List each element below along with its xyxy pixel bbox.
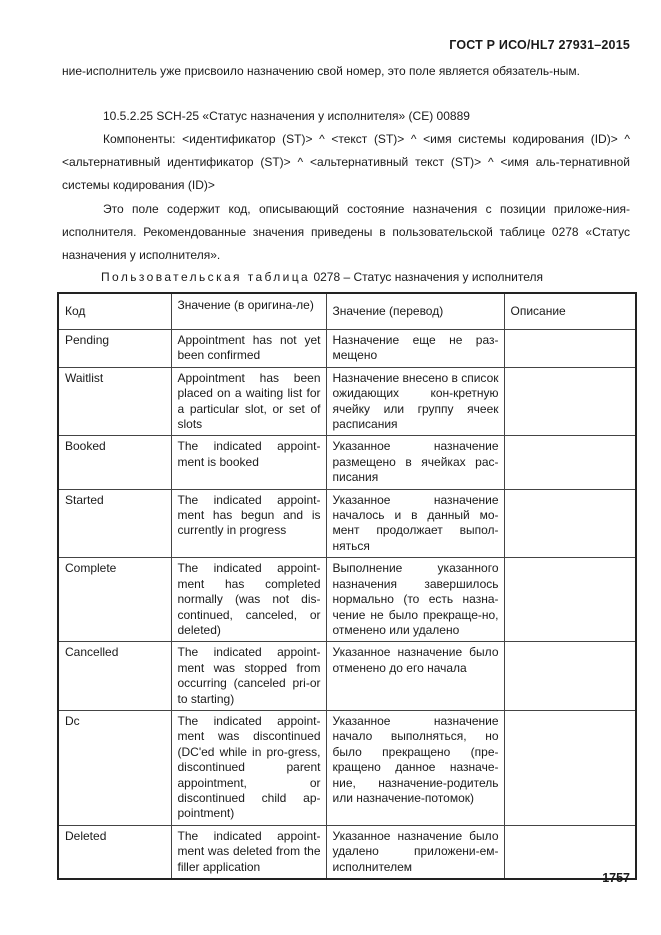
header-code: Код xyxy=(58,293,171,330)
table-row xyxy=(58,436,636,489)
header-translated-value: Значение (перевод) xyxy=(326,293,504,330)
table-caption-label: Пользовательская таблица xyxy=(101,270,311,284)
cell-original: The indicated appoint-ment was discontinued (DC'ed while in pro-gress, discontinued parent appointment, or discontinued child ap-pointment) xyxy=(171,710,326,825)
cell-code: Booked xyxy=(58,436,171,489)
table-row xyxy=(58,558,636,642)
cell-description xyxy=(504,558,636,642)
cell-original: Appointment has been placed on a waiting list for a particular slot, or set of slots xyxy=(171,367,326,436)
table-row xyxy=(58,710,636,825)
paragraph-components: Компоненты: <идентификатор (ST)> ^ <текст (ST)> ^ <имя системы кодирования (ID)> ^ <альтернативный идентификатор (ST)> ^ <альтернативный текст (ST)> ^ <имя аль-тернативной системы кодирования (ID)> xyxy=(62,132,630,192)
header-original-value: Значение (в оригина-ле) xyxy=(171,293,326,330)
table-row xyxy=(58,642,636,711)
cell-original: The indicated appoint-ment has begun and is currently in progress xyxy=(171,489,326,558)
page-number: 1757 xyxy=(602,871,630,885)
cell-description xyxy=(504,330,636,368)
cell-translation: Выполнение указанного назначения завершилось нормально (то есть назна-чение не было прекраще-но, отменено или удалено xyxy=(326,558,504,642)
table-caption-title: 0278 – Статус назначения у исполнителя xyxy=(310,270,543,284)
table-row xyxy=(58,330,636,368)
paragraph-description: Это поле содержит код, описывающий состояние назначения с позиции приложе-ния-исполнителя. Рекомендованные значения приведены в пользовательской таблице 0278 «Статус назначения у исполнителя». xyxy=(62,202,630,262)
status-table xyxy=(57,292,637,880)
cell-code: Deleted xyxy=(58,825,171,879)
cell-original: The indicated appoint-ment is booked xyxy=(171,436,326,489)
header-description: Описание xyxy=(504,293,636,330)
table-row xyxy=(58,367,636,436)
cell-description xyxy=(504,710,636,825)
cell-translation: Назначение внесено в список ожидающих кон-кретную ячейку или группу ячеек расписания xyxy=(326,367,504,436)
table-header-row xyxy=(58,293,636,330)
cell-translation: Указанное назначение началось и в данный мо-мент продолжает выпол-няться xyxy=(326,489,504,558)
cell-translation: Указанное назначение было отменено до его начала xyxy=(326,642,504,711)
cell-code: Cancelled xyxy=(58,642,171,711)
section-heading: 10.5.2.25 SCH-25 «Статус назначения у исполнителя» (CE) 00889 xyxy=(103,109,470,123)
table-caption xyxy=(101,266,543,289)
cell-original: The indicated appoint-ment was deleted from the filler application xyxy=(171,825,326,879)
cell-original: Appointment has not yet been confirmed xyxy=(171,330,326,368)
cell-code: Pending xyxy=(58,330,171,368)
paragraph-continuation: ние-исполнитель уже присвоило назначению свой номер, это поле является обязатель-ным. xyxy=(62,64,580,78)
document-header: ГОСТ Р ИСО/HL7 27931–2015 xyxy=(449,38,630,52)
table-row xyxy=(58,489,636,558)
cell-code: Started xyxy=(58,489,171,558)
cell-description xyxy=(504,489,636,558)
cell-code: Waitlist xyxy=(58,367,171,436)
cell-original: The indicated appoint-ment was stopped from occurring (canceled pri-or to starting) xyxy=(171,642,326,711)
cell-translation: Назначение еще не раз-мещено xyxy=(326,330,504,368)
table-row xyxy=(58,825,636,879)
cell-translation: Указанное назначение было удалено приложени-ем-исполнителем xyxy=(326,825,504,879)
cell-description xyxy=(504,367,636,436)
cell-translation: Указанное назначение начало выполняться, но было прекращено (пре-кращено данное назначе-ние, назначение-родитель или назначение-потомок) xyxy=(326,710,504,825)
cell-description xyxy=(504,436,636,489)
cell-code: Dc xyxy=(58,710,171,825)
cell-translation: Указанное назначение размещено в ячейках рас-писания xyxy=(326,436,504,489)
cell-code: Complete xyxy=(58,558,171,642)
cell-description xyxy=(504,642,636,711)
cell-original: The indicated appoint-ment has completed normally (was not dis-continued, canceled, or deleted) xyxy=(171,558,326,642)
